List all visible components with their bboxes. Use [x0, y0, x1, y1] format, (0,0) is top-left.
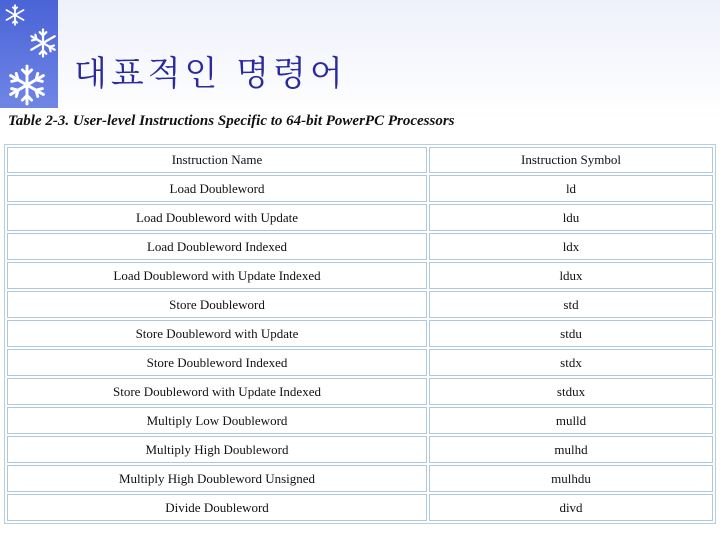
instruction-table	[4, 144, 716, 524]
table-row	[7, 204, 713, 231]
instruction-symbol-cell: mulld	[429, 407, 713, 434]
instruction-symbol-cell: ldux	[429, 262, 713, 289]
snowflake-icon	[28, 28, 58, 58]
table-row	[7, 262, 713, 289]
table-row	[7, 465, 713, 492]
instruction-symbol-cell: mulhd	[429, 436, 713, 463]
table-row	[7, 349, 713, 376]
snowflake-icon	[4, 4, 26, 26]
snowflake-icon	[6, 64, 48, 106]
instruction-name-cell: Load Doubleword with Update	[7, 204, 427, 231]
instruction-name-cell: Store Doubleword Indexed	[7, 349, 427, 376]
instruction-name-cell: Divide Doubleword	[7, 494, 427, 521]
instruction-name-cell: Store Doubleword with Update	[7, 320, 427, 347]
table-row	[7, 436, 713, 463]
instruction-symbol-cell: ld	[429, 175, 713, 202]
instruction-name-cell: Load Doubleword with Update Indexed	[7, 262, 427, 289]
instruction-symbol-cell: stdx	[429, 349, 713, 376]
instruction-symbol-cell: ldu	[429, 204, 713, 231]
column-header-instruction-name: Instruction Name	[7, 147, 427, 173]
table-row	[7, 233, 713, 260]
instruction-symbol-cell: divd	[429, 494, 713, 521]
table-row	[7, 407, 713, 434]
instruction-name-cell: Store Doubleword with Update Indexed	[7, 378, 427, 405]
table-row	[7, 175, 713, 202]
instruction-name-cell: Multiply High Doubleword Unsigned	[7, 465, 427, 492]
table-caption: Table 2-3. User-level Instructions Specific to 64-bit PowerPC Processors	[8, 113, 455, 129]
table-row	[7, 291, 713, 318]
decorative-strip	[0, 0, 58, 108]
instruction-table-container	[4, 144, 714, 524]
table-row	[7, 320, 713, 347]
instruction-name-cell: Multiply High Doubleword	[7, 436, 427, 463]
instruction-name-cell: Load Doubleword Indexed	[7, 233, 427, 260]
table-row	[7, 378, 713, 405]
slide-title: 대표적인 명령어	[74, 54, 347, 94]
instruction-symbol-cell: mulhdu	[429, 465, 713, 492]
instruction-name-cell: Store Doubleword	[7, 291, 427, 318]
instruction-symbol-cell: ldx	[429, 233, 713, 260]
instruction-symbol-cell: stdu	[429, 320, 713, 347]
table-row	[7, 494, 713, 521]
instruction-symbol-cell: stdux	[429, 378, 713, 405]
table-header-row	[7, 147, 713, 173]
instruction-symbol-cell: std	[429, 291, 713, 318]
instruction-name-cell: Load Doubleword	[7, 175, 427, 202]
instruction-name-cell: Multiply Low Doubleword	[7, 407, 427, 434]
column-header-instruction-symbol: Instruction Symbol	[429, 147, 713, 173]
